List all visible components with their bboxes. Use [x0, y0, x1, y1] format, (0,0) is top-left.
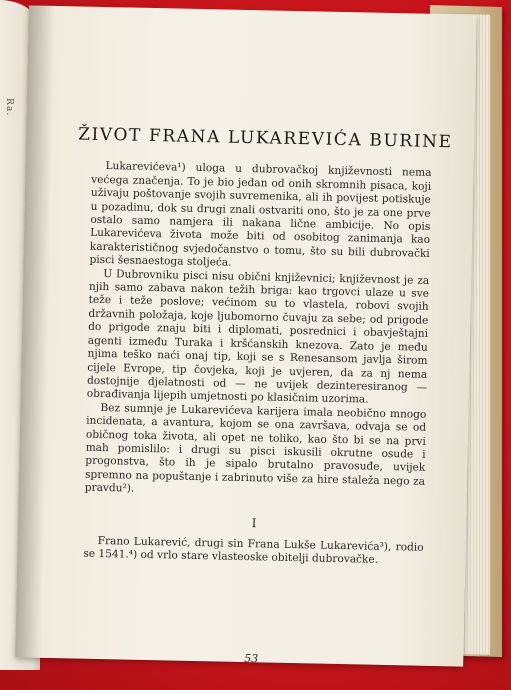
left-page-fragment: Ra.	[4, 98, 14, 117]
page-number: 53	[244, 652, 259, 666]
page-text	[77, 124, 453, 666]
paragraph-1: Lukarevićeva¹) uloga u dubrovačkoj književnosti nema većega značenja. To je bio jedan od onih skromnih pisaca, koji uživaju poštovanje svojih suvremenika, ali ih povijest potiskuje u pozadinu, dok su drugi znali ostvariti ono, što je za one prve ostalo samo namjera ili nakana lične ambicije. No opis Lukarevićeva života može biti od osobitog zanimanja kao karakterističnog svjedočanstvo o tomu, što su bili dubrovački pisci šesnaestoga stoljeća.	[89, 160, 432, 269]
paragraph-3: Bez sumnje je Lukarevićeva karijera imala neobično mnogo incidenata, a avantura, kojom se ona završava, odvaja se od običnog toka života, ali opet ne toliko, kao što bi se na prvi mah pomislilo: i drugi su pisci iskusili okrutne osude i progonstva, što ih je sipalo brutalno pravosuđe, uvijek spremno na popuštanje i zabrinuto više za hire staleža nego za pravdu²).	[84, 401, 427, 495]
right-page	[15, 5, 477, 666]
paragraph-2: U Dubrovniku pisci nisu obični književnici; književnost je za njih samo zabava nakon težih briga: kao trgovci ulaze u sve teže i teže poslove; većinom su to vlastela, robovi svojih državnih položaja, koje ljubomorno čuvaju za sebe; od prigode do prigode znaju biti i diplomati, posrednici i obavještajni agenti između Turaka i kršćanskih knezova. Zato je među njima teško naći onaj tip, koji se s Renesansom javlja širom cijele Evrope, tip čovjeka, koji je uvjeren, da za nj nema dostojnije djelatnosti od — ne uvijek dezinteresiranog — obrađivanja lijepih umjetnosti po klasičnim uzorima.	[86, 267, 430, 406]
section-paragraph: Frano Lukarević, drugi sin Frana Lukše Lukarevića³), rodio se 1541.⁴) od vrlo stare vlasteoske obitelji dubrovačke.	[83, 534, 424, 567]
section-heading: I	[251, 515, 257, 530]
chapter-title: ŽIVOT FRANA LUKAREVIĆA BURINE	[77, 124, 453, 153]
